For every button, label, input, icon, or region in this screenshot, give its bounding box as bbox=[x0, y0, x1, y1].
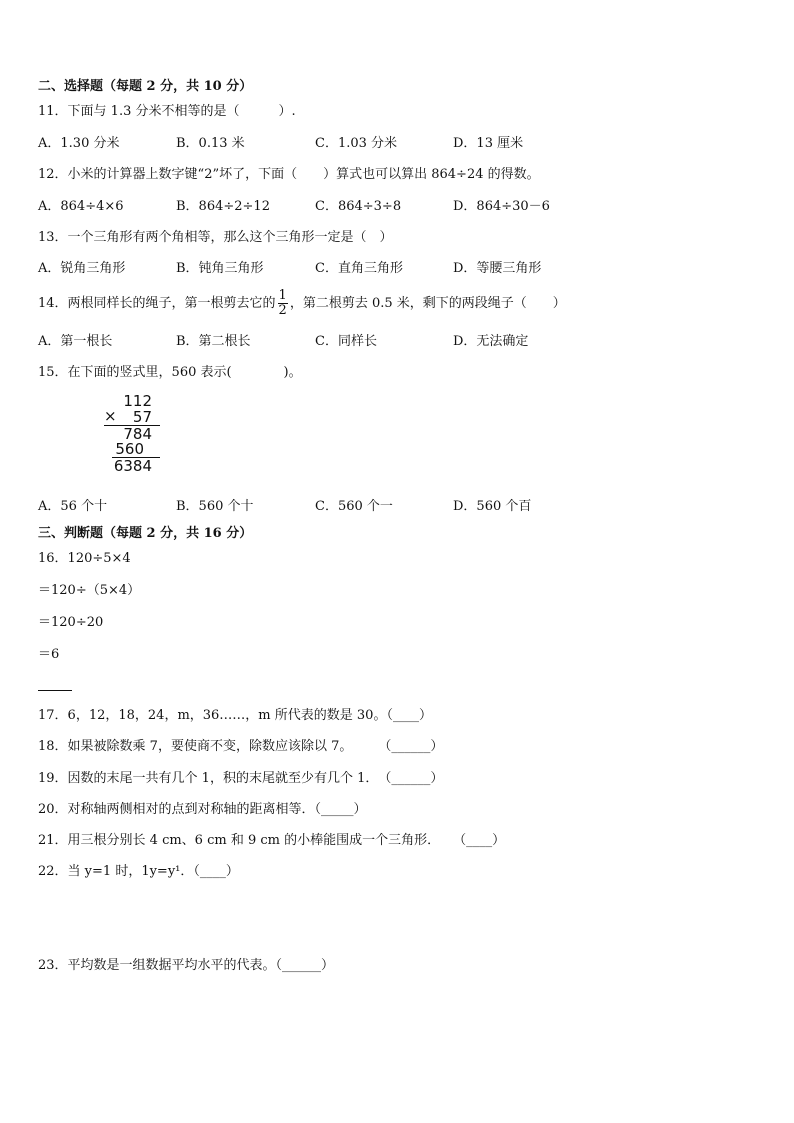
q12-option-a: A．864÷4×6 bbox=[38, 199, 124, 214]
q14-option-c: C．同样长 bbox=[315, 334, 377, 349]
question-18: 18．如果被除数乘 7，要使商不变，除数应该除以 7。 （______） bbox=[38, 739, 444, 754]
q15-option-d: D．560 个百 bbox=[453, 499, 532, 514]
question-15-stem: 15．在下面的竖式里，560 表示( )。 bbox=[38, 365, 302, 380]
multiply-sign: × bbox=[104, 407, 117, 425]
fraction-denominator: 2 bbox=[278, 303, 287, 318]
q14-option-d: D．无法确定 bbox=[453, 334, 529, 349]
q16-line-2: ＝120÷（5×4） bbox=[38, 583, 141, 598]
question-21: 21．用三根分别长 4 cm、6 cm 和 9 cm 的小棒能围成一个三角形． （____） bbox=[38, 833, 506, 848]
section-heading-judge: 三、判断题（每题 2 分，共 16 分） bbox=[38, 526, 253, 541]
question-13-stem: 13．一个三角形有两个角相等，那么这个三角形一定是（ ） bbox=[38, 230, 393, 245]
question-20: 20．对称轴两侧相对的点到对称轴的距离相等．（_____） bbox=[38, 802, 367, 817]
q16-line-4: ＝6 bbox=[38, 647, 60, 662]
q13-option-b: B．钝角三角形 bbox=[176, 261, 264, 276]
q11-option-a: A．1.30 分米 bbox=[38, 136, 120, 151]
multiplicand: 112 bbox=[123, 392, 152, 410]
q12-option-c: C．864÷3÷8 bbox=[315, 199, 402, 214]
q13-option-a: A．锐角三角形 bbox=[38, 261, 126, 276]
question-23: 23．平均数是一组数据平均水平的代表。（______） bbox=[38, 958, 335, 973]
q12-option-d: D．864÷30－6 bbox=[453, 199, 550, 214]
q14-option-b: B．第二根长 bbox=[176, 334, 251, 349]
q16-answer-blank bbox=[38, 690, 72, 691]
question-14-stem bbox=[38, 288, 566, 320]
fraction-one-half bbox=[278, 289, 288, 318]
q11-option-c: C．1.03 分米 bbox=[315, 136, 398, 151]
q13-option-c: C．直角三角形 bbox=[315, 261, 403, 276]
q16-line-3: ＝120÷20 bbox=[38, 615, 104, 630]
q11-option-b: B．0.13 米 bbox=[176, 136, 245, 151]
q12-option-b: B．864÷2÷12 bbox=[176, 199, 270, 214]
section-heading-choice: 二、选择题（每题 2 分，共 10 分） bbox=[38, 79, 253, 94]
partial-product-2: 560 bbox=[115, 440, 144, 458]
multiplier: 57 bbox=[132, 408, 152, 426]
question-19: 19．因数的末尾一共有几个 1，积的末尾就至少有几个 1． （______） bbox=[38, 771, 444, 786]
q15-option-b: B．560 个十 bbox=[176, 499, 254, 514]
question-12-stem: 12．小米的计算器上数字键“2”坏了，下面（ ）算式也可以算出 864÷24 的得数。 bbox=[38, 167, 540, 182]
q13-option-d: D．等腰三角形 bbox=[453, 261, 542, 276]
product-result: 6384 bbox=[113, 457, 152, 475]
q15-option-c: C．560 个一 bbox=[315, 499, 393, 514]
q14-stem-before: 14．两根同样长的绳子，第一根剪去它的 bbox=[38, 296, 276, 311]
q11-option-d: D．13 厘米 bbox=[453, 136, 524, 151]
q16-line-1: 16．120÷5×4 bbox=[38, 551, 131, 566]
partial-product-1: 784 bbox=[123, 425, 152, 443]
q14-stem-after: ，第二根剪去 0.5 米，剩下的两段绳子（ ） bbox=[289, 296, 566, 311]
question-17: 17．6，12，18，24，m，36……，m 所代表的数是 30。（____） bbox=[38, 708, 432, 723]
q14-option-a: A．第一根长 bbox=[38, 334, 113, 349]
question-11-stem: 11．下面与 1.3 分米不相等的是（ ）. bbox=[38, 104, 296, 119]
q15-option-a: A．56 个十 bbox=[38, 499, 108, 514]
fraction-numerator: 1 bbox=[278, 288, 287, 303]
question-22: 22．当 y=1 时，1y=y¹．（____） bbox=[38, 864, 239, 879]
